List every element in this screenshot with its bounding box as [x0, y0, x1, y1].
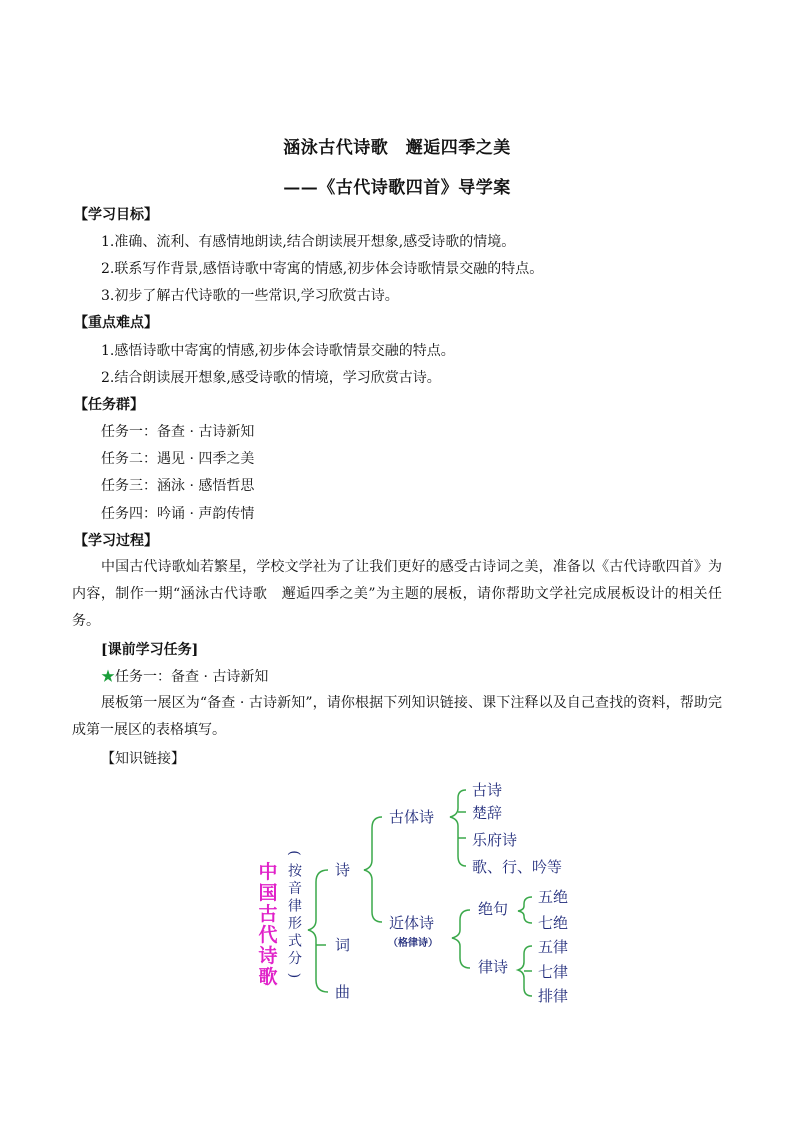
knowledge-link-heading: 【知识链接】	[101, 751, 185, 767]
lushi-item: 五律	[538, 938, 569, 956]
lushi-item: 七律	[538, 963, 569, 981]
objective-item: 1.准确、流利、有感情地朗读,结合朗读展开想象,感受诗歌的情境。	[101, 234, 516, 250]
bracket-shi	[364, 817, 382, 922]
basis-char: 音	[288, 881, 302, 897]
basis-char: 分	[288, 951, 302, 967]
page-subtitle: ——《古代诗歌四首》导学案	[283, 178, 511, 198]
root-char: 歌	[258, 966, 278, 988]
node-jueju: 绝句	[478, 900, 509, 918]
bracket-level1	[308, 870, 328, 992]
node-lushi: 律诗	[478, 958, 509, 976]
root-char: 诗	[258, 945, 278, 967]
basis-label	[286, 850, 303, 978]
process-heading: 【学习过程】	[74, 533, 158, 549]
pre-class-heading: [课前学习任务]	[101, 642, 199, 658]
task-item: 任务一：备查 · 古诗新知	[101, 424, 255, 440]
node-shi: 诗	[335, 861, 351, 879]
root-label	[258, 860, 277, 988]
node-jintishi-note: （格律诗）	[388, 938, 438, 949]
guti-item: 乐府诗	[472, 831, 518, 849]
root-char: 国	[258, 882, 278, 904]
star-icon: ★	[101, 669, 115, 685]
task1-description: 展板第一展区为“备查 · 古诗新知”，请你根据下列知识链接、课下注释以及自己查找的资料，帮助完成第一展区的表格填写。	[72, 695, 722, 738]
root-char: 中	[258, 861, 278, 883]
node-gutishi: 古体诗	[389, 808, 435, 826]
basis-char: 律	[288, 898, 302, 915]
root-char: 代	[258, 924, 278, 946]
task-item: 任务三：涵泳 · 感悟哲思	[101, 478, 255, 494]
objective-item: 2.联系写作背景,感悟诗歌中寄寓的情感,初步体会诗歌情景交融的特点。	[101, 261, 544, 277]
page-title: 涵泳古代诗歌 邂逅四季之美	[283, 138, 511, 158]
task-item: 任务四：吟诵 · 声韵传情	[101, 506, 255, 522]
task1-title: 任务一：备查 · 古诗新知	[115, 669, 269, 685]
node-qu: 曲	[335, 983, 351, 1001]
key-point-item: 2.结合朗读展开想象,感受诗歌的情境，学习欣赏古诗。	[101, 370, 441, 386]
process-intro: 中国古代诗歌灿若繁星，学校文学社为了让我们更好的感受古诗词之美，准备以《古代诗歌四首》为内容，制作一期“涵泳古代诗歌 邂逅四季之美”为主题的展板，请你帮助文学社完成展板设计的相关任务。	[72, 559, 722, 629]
key-point-item: 1.感悟诗歌中寄寓的情感,初步体会诗歌情景交融的特点。	[101, 343, 455, 359]
bracket-gutishi	[450, 790, 466, 866]
task-item: 任务二：遇见 · 四季之美	[101, 451, 255, 467]
guti-item: 古诗	[472, 781, 503, 799]
objectives-heading: 【学习目标】	[74, 207, 158, 223]
basis-char: (	[286, 850, 302, 856]
jueju-item: 七绝	[538, 914, 569, 932]
bracket-jintishi	[452, 910, 470, 968]
bracket-lushi	[518, 946, 532, 996]
basis-char: 形	[288, 916, 302, 932]
bracket-jueju	[518, 897, 532, 923]
root-char: 古	[258, 903, 278, 925]
guti-item: 楚辞	[472, 804, 503, 822]
basis-char: 按	[288, 863, 302, 880]
guti-item: 歌、行、吟等	[472, 858, 563, 876]
basis-char: )	[286, 972, 302, 979]
task-group-heading: 【任务群】	[74, 397, 144, 413]
key-points-heading: 【重点难点】	[74, 315, 158, 331]
basis-char: 式	[288, 933, 302, 950]
objective-item: 3.初步了解古代诗歌的一些常识,学习欣赏古诗。	[101, 288, 399, 304]
lushi-item: 排律	[538, 987, 569, 1005]
node-ci: 词	[335, 936, 351, 954]
jueju-item: 五绝	[538, 888, 569, 906]
node-jintishi: 近体诗	[389, 914, 435, 932]
